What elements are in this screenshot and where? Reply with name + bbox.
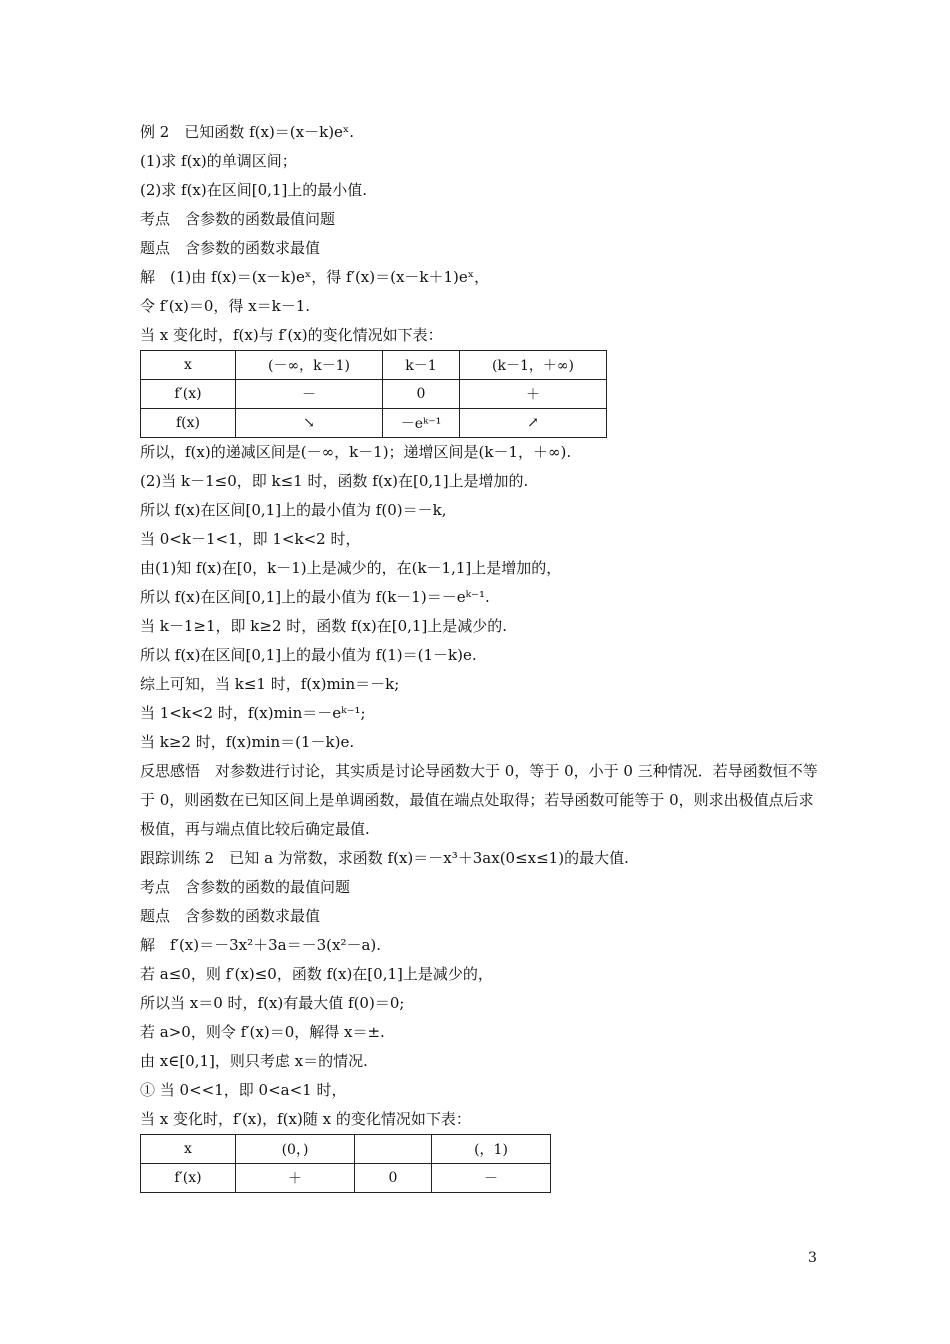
solution-line: 所以，f(x)的递减区间是(－∞，k－1)；递增区间是(k－1，＋∞). <box>140 443 572 461</box>
example-section <box>140 118 820 350</box>
solution-line: ① 当 0<<1，即 0<a<1 时， <box>140 1081 347 1099</box>
table-row <box>141 409 607 438</box>
solution-line: 所以 f(x)在区间[0,1]上的最小值为 f(k－1)＝－eᵏ⁻¹. <box>140 588 490 606</box>
table-row <box>141 380 607 409</box>
table-cell: ↗ <box>460 409 607 438</box>
table-cell: 0 <box>355 1164 432 1193</box>
table-cell <box>355 1135 432 1164</box>
subtopic-label: 题点 含参数的函数求最值 <box>140 907 321 925</box>
table-cell: － <box>236 380 383 409</box>
table-cell: f′(x) <box>141 380 236 409</box>
solution-line: 当 1<k<2 时，f(x)min＝－eᵏ⁻¹; <box>140 704 366 722</box>
solution-line: 解 f′(x)＝－3x²＋3a＝－3(x²－a). <box>140 936 382 954</box>
topic-label: 考点 含参数的函数最值问题 <box>140 210 336 228</box>
table-cell: ＋ <box>236 1164 355 1193</box>
table-cell: k－1 <box>383 351 460 380</box>
page-number: 3 <box>808 1250 817 1266</box>
solution-line: 若 a>0，则令 f′(x)＝0，解得 x＝±. <box>140 1023 385 1041</box>
solution-line: (2)当 k－1≤0，即 k≤1 时，函数 f(x)在[0,1]上是增加的. <box>140 472 529 490</box>
solution-line: 综上可知，当 k≤1 时，f(x)min＝－k; <box>140 675 400 693</box>
subtopic-label: 题点 含参数的函数求最值 <box>140 239 321 257</box>
table-cell: － <box>432 1164 551 1193</box>
table-cell: x <box>141 351 236 380</box>
table-cell: f(x) <box>141 409 236 438</box>
solution-line: 所以当 x＝0 时，f(x)有最大值 f(0)＝0; <box>140 994 405 1012</box>
example-title: 例 2 已知函数 f(x)＝(x－k)eˣ. <box>140 123 355 141</box>
solution-line: 当 x 变化时，f′(x)，f(x)随 x 的变化情况如下表： <box>140 1110 471 1128</box>
table-row <box>141 1135 551 1164</box>
table-cell: f′(x) <box>141 1164 236 1193</box>
solution-line: 当 x 变化时，f(x)与 f′(x)的变化情况如下表： <box>140 326 443 344</box>
practice-title: 跟踪训练 2 已知 a 为常数，求函数 f(x)＝－x³＋3ax(0≤x≤1)的最大值. <box>140 849 629 867</box>
solution-line: 由(1)知 f(x)在[0，k－1)上是减少的，在(k－1,1]上是增加的， <box>140 559 562 577</box>
question-1: (1)求 f(x)的单调区间； <box>140 152 297 170</box>
table-cell: (，1) <box>432 1135 551 1164</box>
solution-line: 当 k≥2 时，f(x)min＝(1－k)e. <box>140 733 355 751</box>
table-cell: －eᵏ⁻¹ <box>383 409 460 438</box>
solution-line: 所以 f(x)在区间[0,1]上的最小值为 f(1)＝(1－k)e. <box>140 646 477 664</box>
question-2: (2)求 f(x)在区间[0,1]上的最小值. <box>140 181 368 199</box>
solution-line: 解 (1)由 f(x)＝(x－k)eˣ，得 f′(x)＝(x－k＋1)eˣ， <box>140 268 490 286</box>
solution-line: 令 f′(x)＝0，得 x＝k－1. <box>140 297 311 315</box>
solution-part-2 <box>140 438 820 757</box>
table-cell: ＋ <box>460 380 607 409</box>
variation-table-1 <box>140 350 607 438</box>
table-cell: x <box>141 1135 236 1164</box>
table-cell: (－∞，k－1) <box>236 351 383 380</box>
table-cell: ↘ <box>236 409 383 438</box>
reflection-paragraph: 反思感悟 对参数进行讨论，其实质是讨论导函数大于 0，等于 0，小于 0 三种情况．若导函数恒不等于 0，则函数在已知区间上是单调函数，最值在端点处取得；若导函数可能等于 0，则求出极值点后求极值，再与端点值比较后确定最值. <box>140 762 818 838</box>
table-cell: 0 <box>383 380 460 409</box>
table-row <box>141 1164 551 1193</box>
solution-line: 若 a≤0，则 f′(x)≤0，函数 f(x)在[0,1]上是减少的， <box>140 965 493 983</box>
solution-line: 当 k－1≥1，即 k≥2 时，函数 f(x)在[0,1]上是减少的. <box>140 617 508 635</box>
table-cell: (0，) <box>236 1135 355 1164</box>
solution-line: 所以 f(x)在区间[0,1]上的最小值为 f(0)＝－k, <box>140 501 447 519</box>
document-body <box>140 118 820 1193</box>
table-row <box>141 351 607 380</box>
variation-table-2 <box>140 1134 551 1193</box>
solution-line: 当 0<k－1<1，即 1<k<2 时， <box>140 530 361 548</box>
practice-section <box>140 844 820 1134</box>
table-cell: (k－1，＋∞) <box>460 351 607 380</box>
topic-label: 考点 含参数的函数的最值问题 <box>140 878 351 896</box>
solution-line: 由 x∈[0,1]，则只考虑 x＝的情况. <box>140 1052 368 1070</box>
